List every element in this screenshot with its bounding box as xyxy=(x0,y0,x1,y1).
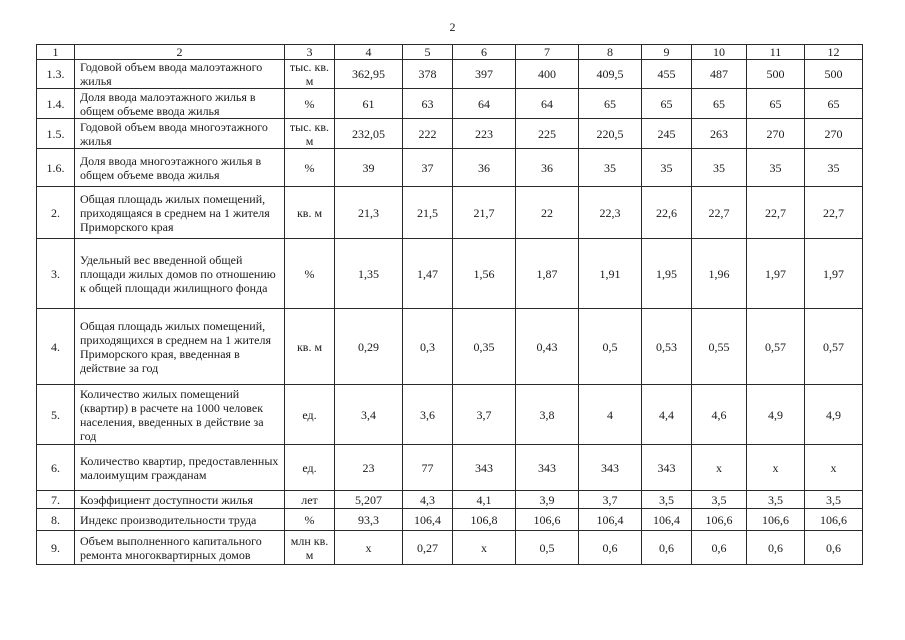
value-cell: 409,5 xyxy=(579,60,642,89)
value-cell: 220,5 xyxy=(579,119,642,149)
value-cell: 65 xyxy=(692,89,747,119)
value-cell: 0,35 xyxy=(453,309,516,385)
value-cell: 106,6 xyxy=(805,509,863,531)
value-cell: 0,6 xyxy=(642,531,692,565)
value-cell: 22,3 xyxy=(579,187,642,239)
unit-cell: ед. xyxy=(285,445,335,491)
value-cell: 106,6 xyxy=(692,509,747,531)
value-cell: 106,4 xyxy=(579,509,642,531)
table-row xyxy=(37,89,863,119)
value-cell: 0,5 xyxy=(516,531,579,565)
value-cell: 5,207 xyxy=(335,491,403,509)
value-cell: 270 xyxy=(805,119,863,149)
table-row xyxy=(37,509,863,531)
value-cell: 22,7 xyxy=(805,187,863,239)
value-cell: 455 xyxy=(642,60,692,89)
column-header: 5 xyxy=(403,45,453,60)
row-number: 2. xyxy=(37,187,75,239)
table-row xyxy=(37,60,863,89)
unit-cell: % xyxy=(285,89,335,119)
value-cell: 4,1 xyxy=(453,491,516,509)
value-cell: 1,56 xyxy=(453,239,516,309)
column-header: 8 xyxy=(579,45,642,60)
value-cell: x xyxy=(692,445,747,491)
value-cell: 61 xyxy=(335,89,403,119)
value-cell: 23 xyxy=(335,445,403,491)
value-cell: 1,97 xyxy=(747,239,805,309)
value-cell: 1,35 xyxy=(335,239,403,309)
unit-cell: кв. м xyxy=(285,187,335,239)
value-cell: 245 xyxy=(642,119,692,149)
value-cell: 263 xyxy=(692,119,747,149)
unit-cell: % xyxy=(285,239,335,309)
value-cell: 0,6 xyxy=(579,531,642,565)
value-cell: 35 xyxy=(747,149,805,187)
value-cell: 65 xyxy=(642,89,692,119)
value-cell: 362,95 xyxy=(335,60,403,89)
value-cell: 65 xyxy=(579,89,642,119)
unit-cell: ед. xyxy=(285,385,335,445)
value-cell: 1,87 xyxy=(516,239,579,309)
table-row xyxy=(37,309,863,385)
value-cell: 397 xyxy=(453,60,516,89)
value-cell: 343 xyxy=(579,445,642,491)
page-number: 2 xyxy=(449,20,456,34)
indicator-name: Доля ввода малоэтажного жилья в общем объеме ввода жилья xyxy=(75,89,285,119)
value-cell: 0,5 xyxy=(579,309,642,385)
table-row xyxy=(37,445,863,491)
unit-cell: % xyxy=(285,509,335,531)
row-number: 4. xyxy=(37,309,75,385)
indicator-name: Удельный вес введенной общей площади жилых домов по отношению к общей площади жилищного фонда xyxy=(75,239,285,309)
indicator-name: Общая площадь жилых помещений, приходящаяся в среднем на 1 жителя Приморского края xyxy=(75,187,285,239)
value-cell: 1,95 xyxy=(642,239,692,309)
value-cell: 0,27 xyxy=(403,531,453,565)
value-cell: 487 xyxy=(692,60,747,89)
table-row xyxy=(37,149,863,187)
value-cell: 1,96 xyxy=(692,239,747,309)
unit-cell: лет xyxy=(285,491,335,509)
column-header: 1 xyxy=(37,45,75,60)
value-cell: 106,6 xyxy=(747,509,805,531)
unit-cell: тыс. кв. м xyxy=(285,60,335,89)
value-cell: 22,7 xyxy=(747,187,805,239)
table-row xyxy=(37,491,863,509)
column-header: 3 xyxy=(285,45,335,60)
value-cell: 343 xyxy=(516,445,579,491)
value-cell: 0,55 xyxy=(692,309,747,385)
value-cell: x xyxy=(747,445,805,491)
row-number: 9. xyxy=(37,531,75,565)
value-cell: 0,43 xyxy=(516,309,579,385)
value-cell: 63 xyxy=(403,89,453,119)
unit-cell: кв. м xyxy=(285,309,335,385)
indicator-name: Общая площадь жилых помещений, приходящихся в среднем на 1 жителя Приморского края, введенная в действие за год xyxy=(75,309,285,385)
value-cell: 500 xyxy=(747,60,805,89)
value-cell: 22,6 xyxy=(642,187,692,239)
value-cell: 225 xyxy=(516,119,579,149)
value-cell: 3,7 xyxy=(579,491,642,509)
row-number: 3. xyxy=(37,239,75,309)
value-cell: 4,9 xyxy=(747,385,805,445)
value-cell: x xyxy=(335,531,403,565)
value-cell: 0,6 xyxy=(805,531,863,565)
unit-cell: % xyxy=(285,149,335,187)
value-cell: 232,05 xyxy=(335,119,403,149)
value-cell: 3,5 xyxy=(747,491,805,509)
column-header: 11 xyxy=(747,45,805,60)
column-header: 2 xyxy=(75,45,285,60)
value-cell: 343 xyxy=(453,445,516,491)
value-cell: 4,6 xyxy=(692,385,747,445)
value-cell: 343 xyxy=(642,445,692,491)
value-cell: 4,4 xyxy=(642,385,692,445)
value-cell: 37 xyxy=(403,149,453,187)
indicator-name: Количество жилых помещений (квартир) в расчете на 1000 человек населения, введенных в действие за год xyxy=(75,385,285,445)
value-cell: 3,9 xyxy=(516,491,579,509)
value-cell: 22,7 xyxy=(692,187,747,239)
indicator-name: Годовой объем ввода многоэтажного жилья xyxy=(75,119,285,149)
value-cell: 36 xyxy=(453,149,516,187)
indicator-name: Количество квартир, предоставленных малоимущим гражданам xyxy=(75,445,285,491)
value-cell: 21,7 xyxy=(453,187,516,239)
table-row xyxy=(37,239,863,309)
row-number: 1.3. xyxy=(37,60,75,89)
value-cell: 0,53 xyxy=(642,309,692,385)
value-cell: 93,3 xyxy=(335,509,403,531)
value-cell: 0,57 xyxy=(805,309,863,385)
unit-cell: млн кв. м xyxy=(285,531,335,565)
value-cell: 35 xyxy=(579,149,642,187)
value-cell: 64 xyxy=(453,89,516,119)
row-number: 1.6. xyxy=(37,149,75,187)
value-cell: 4,9 xyxy=(805,385,863,445)
value-cell: 1,47 xyxy=(403,239,453,309)
value-cell: 21,5 xyxy=(403,187,453,239)
value-cell: 65 xyxy=(805,89,863,119)
column-header: 10 xyxy=(692,45,747,60)
value-cell: 3,5 xyxy=(692,491,747,509)
value-cell: 3,8 xyxy=(516,385,579,445)
indicator-name: Доля ввода многоэтажного жилья в общем объеме ввода жилья xyxy=(75,149,285,187)
value-cell: 65 xyxy=(747,89,805,119)
value-cell: 4 xyxy=(579,385,642,445)
table-row xyxy=(37,119,863,149)
table-row xyxy=(37,385,863,445)
table-row xyxy=(37,531,863,565)
value-cell: 500 xyxy=(805,60,863,89)
value-cell: 39 xyxy=(335,149,403,187)
value-cell: 106,6 xyxy=(516,509,579,531)
indicators-table xyxy=(36,44,863,565)
indicator-name: Объем выполненного капитального ремонта многоквартирных домов xyxy=(75,531,285,565)
value-cell: 222 xyxy=(403,119,453,149)
value-cell: 270 xyxy=(747,119,805,149)
value-cell: 0,6 xyxy=(747,531,805,565)
value-cell: 3,6 xyxy=(403,385,453,445)
value-cell: 35 xyxy=(642,149,692,187)
row-number: 7. xyxy=(37,491,75,509)
value-cell: 0,3 xyxy=(403,309,453,385)
column-number-row xyxy=(37,45,863,60)
table-row xyxy=(37,187,863,239)
value-cell: 3,7 xyxy=(453,385,516,445)
value-cell: 0,29 xyxy=(335,309,403,385)
value-cell: 106,4 xyxy=(403,509,453,531)
value-cell: 0,6 xyxy=(692,531,747,565)
value-cell: 1,91 xyxy=(579,239,642,309)
value-cell: 400 xyxy=(516,60,579,89)
row-number: 5. xyxy=(37,385,75,445)
value-cell: 36 xyxy=(516,149,579,187)
value-cell: 4,3 xyxy=(403,491,453,509)
column-header: 9 xyxy=(642,45,692,60)
row-number: 1.4. xyxy=(37,89,75,119)
unit-cell: тыс. кв. м xyxy=(285,119,335,149)
value-cell: 77 xyxy=(403,445,453,491)
column-header: 6 xyxy=(453,45,516,60)
column-header: 12 xyxy=(805,45,863,60)
indicator-name: Коэффициент доступности жилья xyxy=(75,491,285,509)
value-cell: x xyxy=(805,445,863,491)
indicator-name: Индекс производительности труда xyxy=(75,509,285,531)
value-cell: 3,5 xyxy=(642,491,692,509)
value-cell: 378 xyxy=(403,60,453,89)
indicator-name: Годовой объем ввода малоэтажного жилья xyxy=(75,60,285,89)
value-cell: 223 xyxy=(453,119,516,149)
value-cell: 35 xyxy=(692,149,747,187)
value-cell: 1,97 xyxy=(805,239,863,309)
value-cell: 35 xyxy=(805,149,863,187)
value-cell: x xyxy=(453,531,516,565)
row-number: 1.5. xyxy=(37,119,75,149)
value-cell: 106,8 xyxy=(453,509,516,531)
row-number: 8. xyxy=(37,509,75,531)
value-cell: 106,4 xyxy=(642,509,692,531)
value-cell: 3,4 xyxy=(335,385,403,445)
column-header: 7 xyxy=(516,45,579,60)
column-header: 4 xyxy=(335,45,403,60)
value-cell: 22 xyxy=(516,187,579,239)
value-cell: 64 xyxy=(516,89,579,119)
value-cell: 21,3 xyxy=(335,187,403,239)
row-number: 6. xyxy=(37,445,75,491)
value-cell: 0,57 xyxy=(747,309,805,385)
value-cell: 3,5 xyxy=(805,491,863,509)
